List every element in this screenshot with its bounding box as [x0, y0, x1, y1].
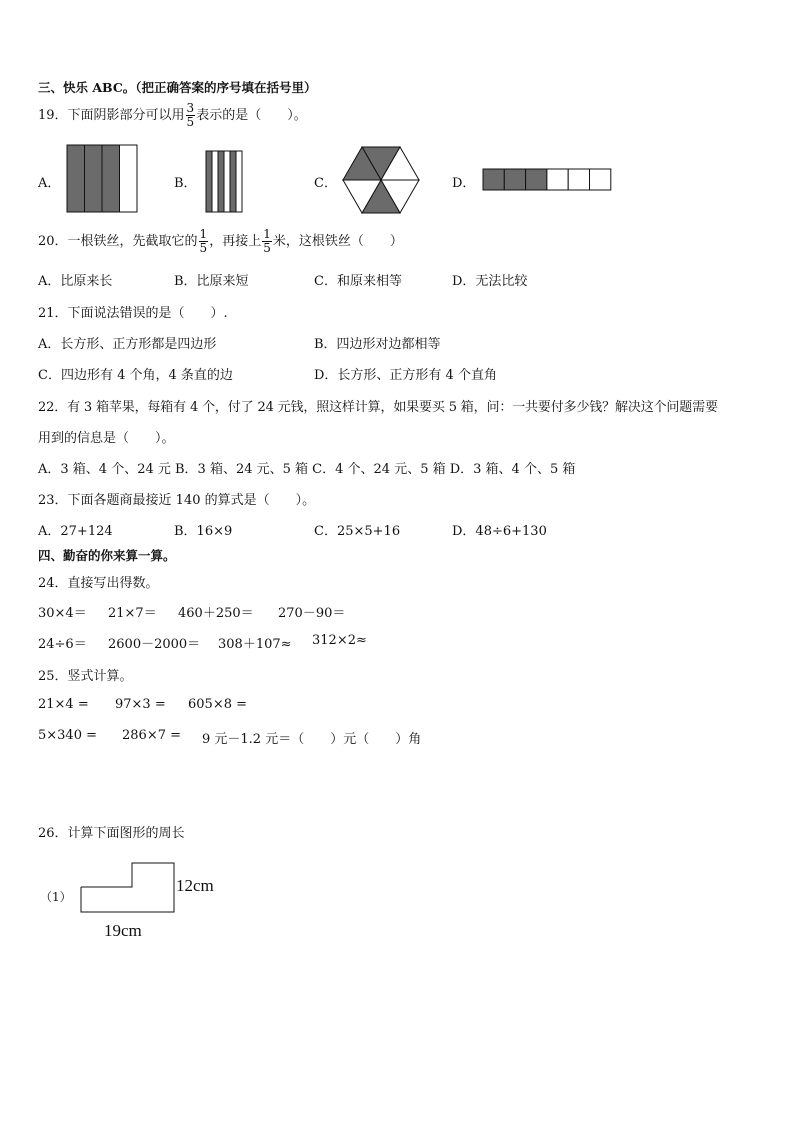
- section-4-title: 四、勤奋的你来算一算。: [38, 548, 176, 563]
- frac-numerator: 1: [263, 227, 271, 241]
- figure-c-hexagon: [341, 146, 421, 216]
- fraction-1-5-b: [262, 228, 272, 255]
- q20-option-b: B．比原来短: [174, 274, 249, 289]
- q19-option-a-label: A．: [38, 176, 61, 191]
- q19-option-c-label: C．: [314, 176, 337, 191]
- q25-item: 605×8 =: [188, 697, 248, 712]
- q20-option-a: A．比原来长: [38, 274, 113, 289]
- q20-text-mid: ，再接上: [209, 234, 262, 249]
- question-22-line-1: 22．有 3 箱苹果，每箱有 4 个，付了 24 元钱，照这样计算，如果要买 5 箱，问：一共要付多少钱？解决这个问题需要: [38, 400, 718, 415]
- figure-d-strip: [482, 168, 612, 192]
- question-23-stem: 23．下面各题商最接近 140 的算式是（ ）。: [38, 493, 316, 508]
- fraction-3-5: [186, 102, 196, 129]
- frac-denominator: 5: [199, 241, 208, 255]
- frac-numerator: 1: [199, 227, 208, 241]
- q26-part-label: （1）: [40, 890, 72, 904]
- q24-item: 460＋250＝: [178, 606, 254, 621]
- q23-option-d: D．48÷6+130: [452, 524, 547, 539]
- frac-denominator: 5: [263, 241, 271, 255]
- q23-option-a: A．27+124: [38, 524, 113, 539]
- q24-item: 30×4＝: [38, 606, 87, 621]
- q24-item: 270－90＝: [278, 606, 346, 621]
- question-22-line-2: 用到的信息是（ ）。: [38, 431, 175, 446]
- q19-text-post: 表示的是（ ）。: [196, 108, 307, 123]
- q19-option-d-label: D．: [452, 176, 476, 191]
- question-26-stem: 26．计算下面图形的周长: [38, 826, 185, 841]
- figure-a-bars: [66, 144, 140, 214]
- question-21-stem: 21．下面说法错误的是（ ）.: [38, 306, 228, 321]
- q19-text-pre: 19．下面阴影部分可以用: [38, 108, 185, 123]
- q20-text-pre: 20．一根铁丝，先截取它的: [38, 234, 198, 249]
- q25-item-money: 9 元－1.2 元＝（ ）元（ ）角: [202, 732, 422, 747]
- frac-numerator: 3: [186, 101, 195, 115]
- q25-item: 97×3 =: [115, 697, 166, 712]
- q24-item: 2600－2000＝: [108, 637, 201, 652]
- q20-text-post: 米，这根铁丝（ ）: [272, 234, 403, 249]
- q25-item: 286×7 =: [122, 728, 182, 743]
- question-25-stem: 25．竖式计算。: [38, 669, 133, 684]
- q23-option-c: C．25×5+16: [314, 524, 401, 539]
- q22-options: A．3 箱、4 个、24 元 B．3 箱、24 元、5 箱 C．4 个、24 元、5 箱 D．3 箱、4 个、5 箱: [38, 462, 576, 477]
- fraction-1-5-a: [199, 228, 209, 255]
- l-shaped-figure: [80, 862, 176, 914]
- width-label: 19cm: [104, 921, 142, 940]
- q20-option-c: C．和原来相等: [314, 274, 402, 289]
- question-19-stem: [38, 102, 307, 129]
- frac-denominator: 5: [186, 115, 195, 129]
- q24-item: 312×2≈: [312, 633, 367, 648]
- q19-option-b-label: B．: [174, 176, 197, 191]
- q21-option-c: C．四边形有 4 个角，4 条直的边: [38, 368, 233, 383]
- q21-option-b: B．四边形对边都相等: [314, 337, 441, 352]
- q21-option-a: A．长方形、正方形都是四边形: [38, 337, 217, 352]
- q21-option-d: D．长方形、正方形有 4 个直角: [314, 368, 497, 383]
- q20-option-d: D．无法比较: [452, 274, 528, 289]
- q25-item: 5×340 =: [38, 728, 98, 743]
- height-label: 12cm: [176, 876, 214, 895]
- question-24-stem: 24．直接写出得数。: [38, 576, 159, 591]
- section-3-title: 三、快乐 ABC。（把正确答案的序号填在括号里）: [38, 80, 317, 95]
- q24-item: 21×7＝: [108, 606, 157, 621]
- question-20-stem: [38, 228, 403, 255]
- figure-b-strips: [205, 150, 243, 214]
- q24-item: 24÷6＝: [38, 637, 87, 652]
- q25-item: 21×4 =: [38, 697, 89, 712]
- q24-item: 308＋107≈: [218, 637, 292, 652]
- q23-option-b: B．16×9: [174, 524, 233, 539]
